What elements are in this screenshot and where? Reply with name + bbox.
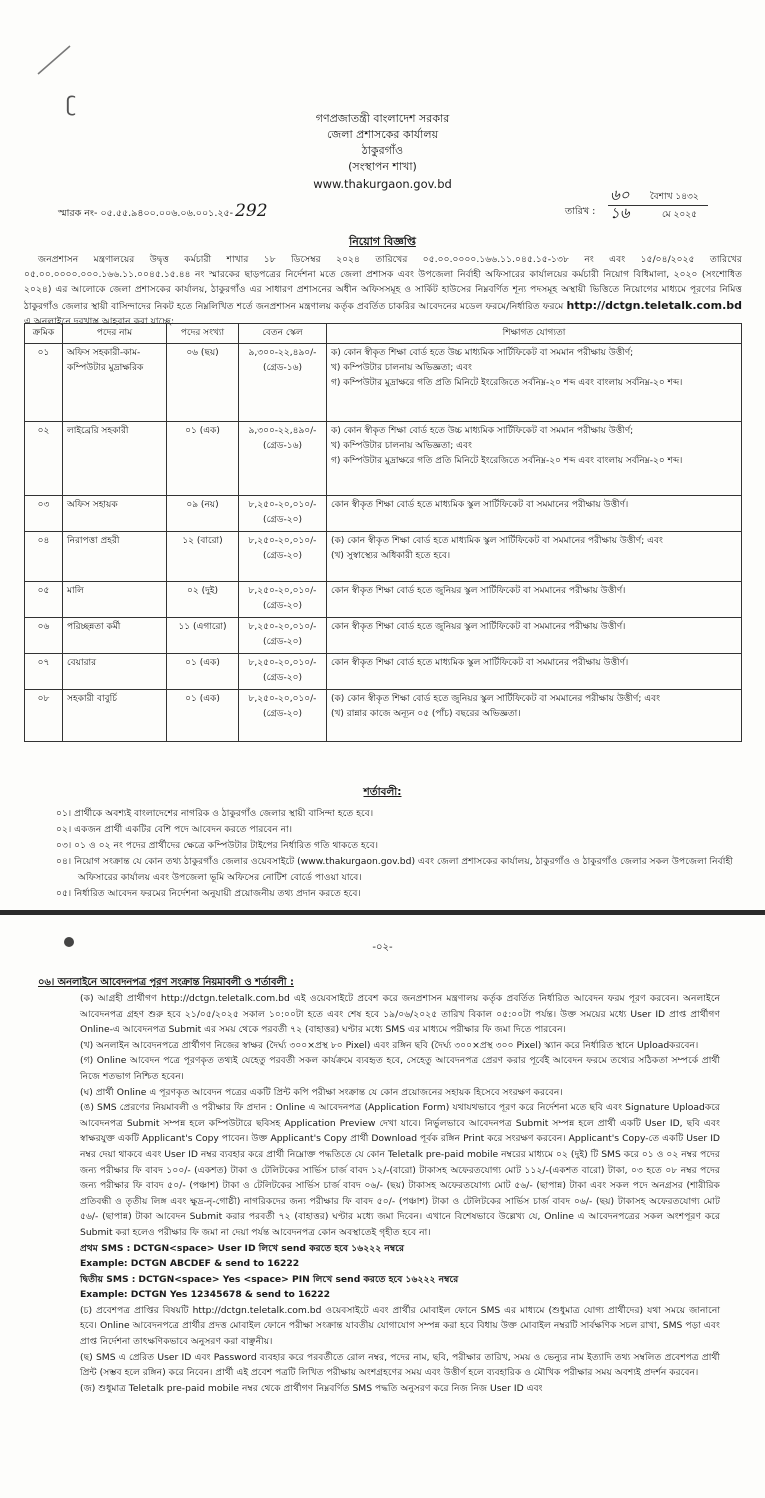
cell-serial: ০২ bbox=[25, 422, 63, 496]
header-serial: ক্রমিক bbox=[25, 324, 63, 344]
cell-scale: ৮,২৫০-২০,০১০/- (গ্রেড-২০) bbox=[239, 618, 327, 654]
cell-scale: ৯,৩০০-২২,৪৯০/- (গ্রেড-১৬) bbox=[239, 344, 327, 422]
list-item: ০১। প্রার্থীকে অবশ্যই বাংলাদেশের নাগরিক ও ঠাকুরগাঁও জেলার স্থায়ী বাসিন্দা হতে হবে। bbox=[56, 808, 374, 819]
list-item: ০৪। নিয়োগ সংক্রান্ত যে কোন তথ্য ঠাকুরগাঁও জেলার ওয়েবসাইটে (www.thakurgaon.gov.bd) এবং জেলা প্রশাসকের কার্যালয়, ঠাকুরগাঁও ও ঠাকুরগাঁও জেলার সকল উপজেলা নির্বাহী অফিসারের কার্যালয় এবং উপজেলা ভূমি অফিসের নোটিশ বোর্ডে পাওয়া যাবে। bbox=[56, 856, 733, 883]
cell-post: সহকারী বাবুর্চি bbox=[63, 690, 167, 742]
table-row bbox=[25, 532, 742, 582]
cell-count: ১১ (এগারো) bbox=[167, 618, 239, 654]
table-row bbox=[25, 496, 742, 532]
header-line-1: গণপ্রজাতন্ত্রী বাংলাদেশ সরকার bbox=[315, 112, 450, 125]
cell-qualification: কোন স্বীকৃত শিক্ষা বোর্ড হতে জুনিয়র স্কুল সার্টিফিকেট বা সমমানের পরীক্ষায় উত্তীর্ণ। bbox=[327, 582, 742, 618]
cell-scale: ৮,২৫০-২০,০১০/- (গ্রেড-২০) bbox=[239, 532, 327, 582]
cell-scale: ৮,২৫০-২০,০১০/- (গ্রেড-২০) bbox=[239, 690, 327, 742]
notice-title: নিয়োগ বিজ্ঞপ্তি bbox=[349, 235, 416, 248]
date-label: তারিখ : bbox=[565, 206, 596, 217]
cell-post: বেয়ারার bbox=[63, 654, 167, 690]
rule-kha: (খ) অনলাইন আবেদনপত্রে প্রার্থীগণ নিজের স্বাক্ষর (দৈর্ঘ্য ৩০০×প্রস্থ ৮০ Pixel) এবং রঙ্গিন ছবি (দৈর্ঘ্য ৩০০×প্রস্থ ৩০০ Pixel) স্ক্যান করে নির্ধারিত স্থানে Uploadকরবেন। bbox=[80, 1039, 699, 1051]
conditions-list bbox=[56, 806, 736, 902]
cell-post: অফিস সহকারী-কাম-কম্পিউটার মুদ্রাক্ষরিক bbox=[63, 344, 167, 422]
cell-post: পরিচ্ছন্নতা কর্মী bbox=[63, 618, 167, 654]
header-line-2: জেলা প্রশাসকের কার্যালয় bbox=[326, 128, 439, 141]
intro-link[interactable]: http://dctgn.teletalk.com.bd bbox=[566, 298, 742, 312]
cell-qualification: (ক) কোন স্বীকৃত শিক্ষা বোর্ড হতে জুনিয়র স্কুল সার্টিফিকেট বা সমমানের পরীক্ষায় উত্তীর্ণ; এবং (খ) রান্নার কাজে অন্যূন ০৫ (পাঁচ) বছরের অভিজ্ঞতা। bbox=[327, 690, 742, 742]
section-heading: ০৬। অনলাইনে আবেদনপত্র পূরণ সংক্রান্ত নিয়মাবলী ও শর্তাবলী : bbox=[38, 977, 294, 988]
sms-second: দ্বিতীয় SMS : DCTGN<space> Yes <space> PIN লিখে send করতে হবে ১৬২২২ নম্বরে bbox=[80, 1273, 459, 1285]
cell-scale: ৮,২৫০-২০,০১০/- (গ্রেড-২০) bbox=[239, 654, 327, 690]
sms-second-example: Example: DCTGN Yes 12345678 & send to 16222 bbox=[80, 1289, 331, 1301]
rule-gha: (ঘ) প্রার্থী Online এ পূরণকৃত আবেদন পত্রের একটি প্রিন্ট কপি পরীক্ষা সংক্রান্ত যে কোন প্রয়োজনের সহায়ক হিসেবে সংরক্ষণ করবেন। bbox=[80, 1086, 563, 1098]
document-page-2 bbox=[0, 915, 765, 1498]
date-hand-2: ১৬ bbox=[610, 204, 630, 222]
cell-qualification: কোন স্বীকৃত শিক্ষা বোর্ড হতে জুনিয়র স্কুল সার্টিফিকেট বা সমমানের পরীক্ষায় উত্তীর্ণ। bbox=[327, 618, 742, 654]
table-row bbox=[25, 344, 742, 422]
cell-count: ০৯ (নয়) bbox=[167, 496, 239, 532]
cell-serial: ০৬ bbox=[25, 618, 63, 654]
cell-scale: ৯,৩০০-২২,৪৯০/- (গ্রেড-১৬) bbox=[239, 422, 327, 496]
date-hand-1: ৬০ bbox=[610, 186, 630, 204]
cell-qualification: কোন স্বীকৃত শিক্ষা বোর্ড হতে মাধ্যমিক স্কুল সার্টিফিকেট বা সমমানের পরীক্ষায় উত্তীর্ণ। bbox=[327, 654, 742, 690]
table-row bbox=[25, 690, 742, 742]
cell-qualification: ক) কোন স্বীকৃত শিক্ষা বোর্ড হতে উচ্চ মাধ্যমিক সার্টিফিকেট বা সমমান পরীক্ষায় উত্তীর্ণ; খ) কম্পিউটার চালনায় অভিজ্ঞতা; এবং গ) কম্পিউটার মুদ্রাক্ষরে গতি প্রতি মিনিটে ইংরেজিতে সর্বনিম্ন-২০ শব্দ এবং বাংলায় সর্বনিম্ন-২০ শব্দ। bbox=[327, 422, 742, 496]
cell-serial: ০৪ bbox=[25, 532, 63, 582]
rule-ga: (গ) Online আবেদন পত্রে পূরণকৃত তথ্যই যেহেতু পরবর্তী সকল কার্যক্রমে ব্যবহৃত হবে, সেহেতু আবেদনপত্র প্রেরণ করার পূর্বেই আবেদন ফরমে তথ্যের সঠিকতা সম্পর্কে প্রার্থী নিজে শতভাগ নিশ্চিত হবেন। bbox=[80, 1055, 720, 1082]
date-divider bbox=[608, 205, 708, 206]
cell-count: ০২ (দুই) bbox=[167, 582, 239, 618]
table-header-row bbox=[25, 324, 742, 344]
pen-mark-icon bbox=[34, 42, 74, 77]
cell-count: ০১ (এক) bbox=[167, 654, 239, 690]
list-item: ০৫। নির্ধারিত আবেদন ফরমের নির্দেশনা অনুযায়ী প্রয়োজনীয় তথ্য প্রদান করতে হবে। bbox=[56, 888, 361, 899]
cell-count: ০৬ (ছয়) bbox=[167, 344, 239, 422]
cell-post: লাইব্রেরি সহকারী bbox=[63, 422, 167, 496]
header-scale: বেতন স্কেল bbox=[239, 324, 327, 344]
list-item: ০৩। ০১ ও ০২ নং পদের প্রার্থীদের ক্ষেত্রে কম্পিউটার টাইপের নির্ধারিত গতি থাকতে হবে। bbox=[56, 840, 378, 851]
table-row bbox=[25, 422, 742, 496]
memo-ref: স্মারক নং- ০৫.৫৫.৯৪০০.০০৬.০৬.০০১.২৫- 292 bbox=[58, 201, 268, 221]
header-qualification: শিক্ষাগত যোগ্যতা bbox=[327, 324, 742, 344]
cell-count: ০১ (এক) bbox=[167, 422, 239, 496]
ink-mark-icon: ʗ bbox=[66, 92, 77, 116]
memo-ref-handwritten: 292 bbox=[235, 201, 268, 221]
rules-body bbox=[80, 991, 720, 1396]
header-count: পদের সংখ্যা bbox=[167, 324, 239, 344]
conditions-title: শর্তাবলী: bbox=[363, 786, 402, 798]
header-website: www.thakurgaon.gov.bd bbox=[313, 177, 452, 191]
cell-count: ১২ (বারো) bbox=[167, 532, 239, 582]
cell-post: নিরাপত্তা প্রহরী bbox=[63, 532, 167, 582]
cell-post: মালি bbox=[63, 582, 167, 618]
cell-qualification: ক) কোন স্বীকৃত শিক্ষা বোর্ড হতে উচ্চ মাধ্যমিক সার্টিফিকেট বা সমমান পরীক্ষায় উত্তীর্ণ; খ) কম্পিউটার চালনায় অভিজ্ঞতা; এবং গ) কম্পিউটার মুদ্রাক্ষরে গতি প্রতি মিনিটে ইংরেজিতে সর্বনিম্ন-২০ শব্দ এবং বাংলায় সর্বনিম্ন-২০ শব্দ। bbox=[327, 344, 742, 422]
rule-ja: (জ) শুধুমাত্র Teletalk pre-paid mobile নম্বর থেকে প্রার্থীগণ নিম্নবর্ণিত SMS পদ্ধতি অনুসরণ করে নিজ নিজ User ID এবং bbox=[80, 1382, 543, 1394]
rule-cha: (ছ) SMS এ প্রেরিত User ID এবং Password ব্যবহার করে পরবর্তীতে রোল নম্বর, পদের নাম, ছবি, পরীক্ষার তারিখ, সময় ও ভেন্যুর নাম ইত্যাদি তথ্য সম্বলিত প্রবেশপত্র প্রার্থী প্রিন্ট (সম্ভব হলে রঙ্গিন) করে নিবেন। প্রার্থী এই প্রবেশ পত্রটি লিখিত পরীক্ষায় অংশগ্রহণের সময় এবং উত্তীর্ণ হলে ব্যবহারিক ও মৌখিক পরীক্ষার সময় অবশ্যই প্রদর্শন করবেন। bbox=[80, 1351, 720, 1379]
vacancy-table bbox=[24, 323, 742, 742]
header-line-3: ঠাকুরগাঁও bbox=[361, 144, 404, 157]
rule-uo: (ঙ) SMS প্রেরণের নিয়মাবলী ও পরীক্ষার ফি প্রদান : Online এ আবেদনপত্র (Application Form) যথাযথভাবে পূরণ করে নির্দেশনা মতে ছবি এবং Signature Uploadকরে আবেদনপত্র Submit সম্পন্ন হলে কম্পিউটারে ছবিসহ Application Preview দেখা যাবে। নির্ভুলভাবে আবেদনপত্র Submit সম্পন্ন হলে প্রার্থী একটি User ID, ছবি এবং স্বাক্ষরযুক্ত একটি Applicant's Copy পাবেন। উক্ত Applicant's Copy প্রার্থী Download পূর্বক রঙ্গিন Print করে সংরক্ষণ করবেন। Applicant's Copy-তে একটি User ID নম্বর দেয়া থাকবে এবং User ID নম্বর ব্যবহার করে প্রার্থী নিম্নোক্ত পদ্ধতিতে যে কোন Teletalk pre-paid mobile নম্বরের মাধ্যমে ০২ (দুই) টি SMS করে ০১ ও ০২ নম্বর পদের জন্য পরীক্ষার ফি বাবদ ১০০/- (একশত) টাকা ও টেলিটকের সার্ভিস চার্জ বাবদ ১২/-(বারো) টাকাসহ অফেরতযোগ্য মোট ১১২/-(একশত বারো) টাকা, ০৩ হতে ০৮ নম্বর পদের জন্য পরীক্ষার ফি বাবদ ৫০/- (পঞ্চাশ) টাকা ও টেলিটকের সার্ভিস চার্জ বাবদ ০৬/- (ছয়) টাকাসহ অফেরতযোগ্য মোট ৫৬/- (ছাপান্ন) টাকা এবং সকল পদে অনগ্রসর (শারীরিক প্রতিবন্ধী ও তৃতীয় লিঙ্গ এবং ক্ষুদ্র-নৃ-গোষ্ঠী) নাগরিকদের জন্য পরীক্ষার ফি বাবদ ৫০/- (পঞ্চাশ) টাকা ও টেলিটকের সার্ভিস চার্জ বাবদ ০৬/- (ছয়) টাকাসহ অফেরতযোগ্য মোট ৫৬/- (ছাপান্ন) টাকা আবেদন Submit করার পরবর্তী ৭২ (বাহাত্তর) ঘণ্টার মধ্যে জমা দিবেন। এখানে বিশেষভাবে উল্লেখ্য যে, Online এ আবেদনপত্রের সকল অংশপূরণ করে Submit করা হলেও পরীক্ষার ফি জমা না দেয়া পর্যন্ত আবেদনপত্র কোন অবস্থাতেই গৃহীত হবে না। bbox=[80, 1102, 720, 1238]
date-bengali: বৈশাখ ১৪৩২ bbox=[650, 192, 699, 202]
sms-first-example: Example: DCTGN ABCDEF & send to 16222 bbox=[80, 1258, 300, 1270]
cell-count: ০১ (এক) bbox=[167, 690, 239, 742]
date-english: মে ২০২৫ bbox=[662, 210, 697, 220]
list-item: ০২। একজন প্রার্থী একটির বেশি পদে আবেদন করতে পারবেন না। bbox=[56, 824, 293, 835]
cell-serial: ০৫ bbox=[25, 582, 63, 618]
cell-qualification: কোন স্বীকৃত শিক্ষা বোর্ড হতে মাধ্যমিক স্কুল সার্টিফিকেট বা সমমানের পরীক্ষায় উত্তীর্ণ। bbox=[327, 496, 742, 532]
sms-first: প্রথম SMS : DCTGN<space> User ID লিখে send করতে হবে ১৬২২২ নম্বরে bbox=[80, 1242, 405, 1254]
cell-serial: ০৮ bbox=[25, 690, 63, 742]
cell-serial: ০৭ bbox=[25, 654, 63, 690]
cell-serial: ০৩ bbox=[25, 496, 63, 532]
table-row bbox=[25, 618, 742, 654]
intro-paragraph: জনপ্রশাসন মন্ত্রণালয়ের উদ্বৃত্ত কর্মচারী শাখার ১৮ ডিসেম্বর ২০২৪ তারিখের ০৫.০০.০০০০.১৬৬.১১.০৪৫.১৫-১৩৮ নং এবং ১৫/০৪/২০২৫ তারিখের ০৫.০০.০০০০.০০০.১৬৬.১১.০০৪৫.১৫.৪৪ নং স্মারকের ছাড়পত্রের নির্দেশনা মতে জেলা প্রশাসক এবং উপজেলা নির্বাহী অফিসারের কার্যালয়ের কর্মচারী নিয়োগ বিধিমালা, ২০২০ (সংশোধিত ২০২৪) এর আলোকে জেলা প্রশাসকের কার্যালয়, ঠাকুরগাঁও এর সাধারণ প্রশাসনের অধীন অফিসসমূহ ও সার্কিট হাউসের নিম্নবর্ণিত শূন্য পদসমূহ অস্থায়ী ভিত্তিতে নিয়োগের মাধ্যমে পূরণের নিমিত্ত ঠাকুরগাঁও জেলার স্থায়ী বাসিন্দাদের নিকট হতে নিম্নলিখিত শর্তে জনপ্রশাসন মন্ত্রণালয় কর্তৃক প্রবর্তিত চাকরির আবেদনের মডেল ফরমে/নির্ধারিত ফরমে http://dctgn.teletalk.com.bd এ অনলাইনে দরখাস্ত আহবান করা যাচ্ছে: bbox=[24, 254, 742, 327]
header-post: পদের নাম bbox=[63, 324, 167, 344]
cell-scale: ৮,২৫০-২০,০১০/- (গ্রেড-২০) bbox=[239, 496, 327, 532]
cell-scale: ৮,২৫০-২০,০১০/- (গ্রেড-২০) bbox=[239, 582, 327, 618]
cell-serial: ০১ bbox=[25, 344, 63, 422]
header-line-4: (সংস্থাপন শাখা) bbox=[348, 160, 417, 173]
rule-ca: (চ) প্রবেশপত্র প্রাপ্তির বিষয়টি http://dctgn.teletalk.com.bd ওয়েবসাইটে এবং প্রার্থীর মোবাইল ফোনে SMS এর মাধ্যমে (শুধুমাত্র যোগ্য প্রার্থীদের) যথা সময়ে জানানো হবে। Online আবেদনপত্রে প্রার্থীর প্রদত্ত মোবাইল ফোনে পরীক্ষা সংক্রান্ত যাবতীয় যোগাযোগ সম্পন্ন করা হবে বিধায় উক্ত মোবাইল নম্বরটি সার্বক্ষণিক সচল রাখা, SMS পড়া এবং প্রাপ্ত নির্দেশনা তাৎক্ষণিকভাবে অনুসরণ করা বাঞ্ছনীয়। bbox=[80, 1304, 720, 1348]
page-number: -০২- bbox=[372, 942, 393, 953]
table-row bbox=[25, 582, 742, 618]
rule-ka: (ক) আগ্রহী প্রার্থীগণ http://dctgn.teletalk.com.bd এই ওয়েবসাইটে প্রবেশ করে জনপ্রশাসন মন্ত্রণালয় কর্তৃক প্রবর্তিত নির্ধারিত আবেদন ফরম পূরণ করবেন। অনলাইনে আবেদনপত্র গ্রহণ শুরু হবে ২১/০৫/২০২৫ সকাল ১০:০০টা হতে এবং শেষ হবে ১৯/০৬/২০২৫ তারিখ বিকাল ০৫:০০টা পর্যন্ত। উক্ত সময়ের মধ্যে User ID প্রাপ্ত প্রার্থীগণ Online-এ আবেদনপত্র Submit এর সময় থেকে পরবর্তী ৭২ (বাহাত্তর) ঘণ্টার মধ্যে SMS এর মাধ্যমে পরীক্ষার ফি জমা দিতে পারবেন। bbox=[80, 993, 720, 1036]
cell-post: অফিস সহায়ক bbox=[63, 496, 167, 532]
cell-qualification: (ক) কোন স্বীকৃত শিক্ষা বোর্ড হতে মাধ্যমিক স্কুল সার্টিফিকেট বা সমমানের পরীক্ষায় উত্তীর্ণ; এবং (খ) সুস্বাস্থ্যের অধিকারী হতে হবে। bbox=[327, 532, 742, 582]
table-row bbox=[25, 654, 742, 690]
